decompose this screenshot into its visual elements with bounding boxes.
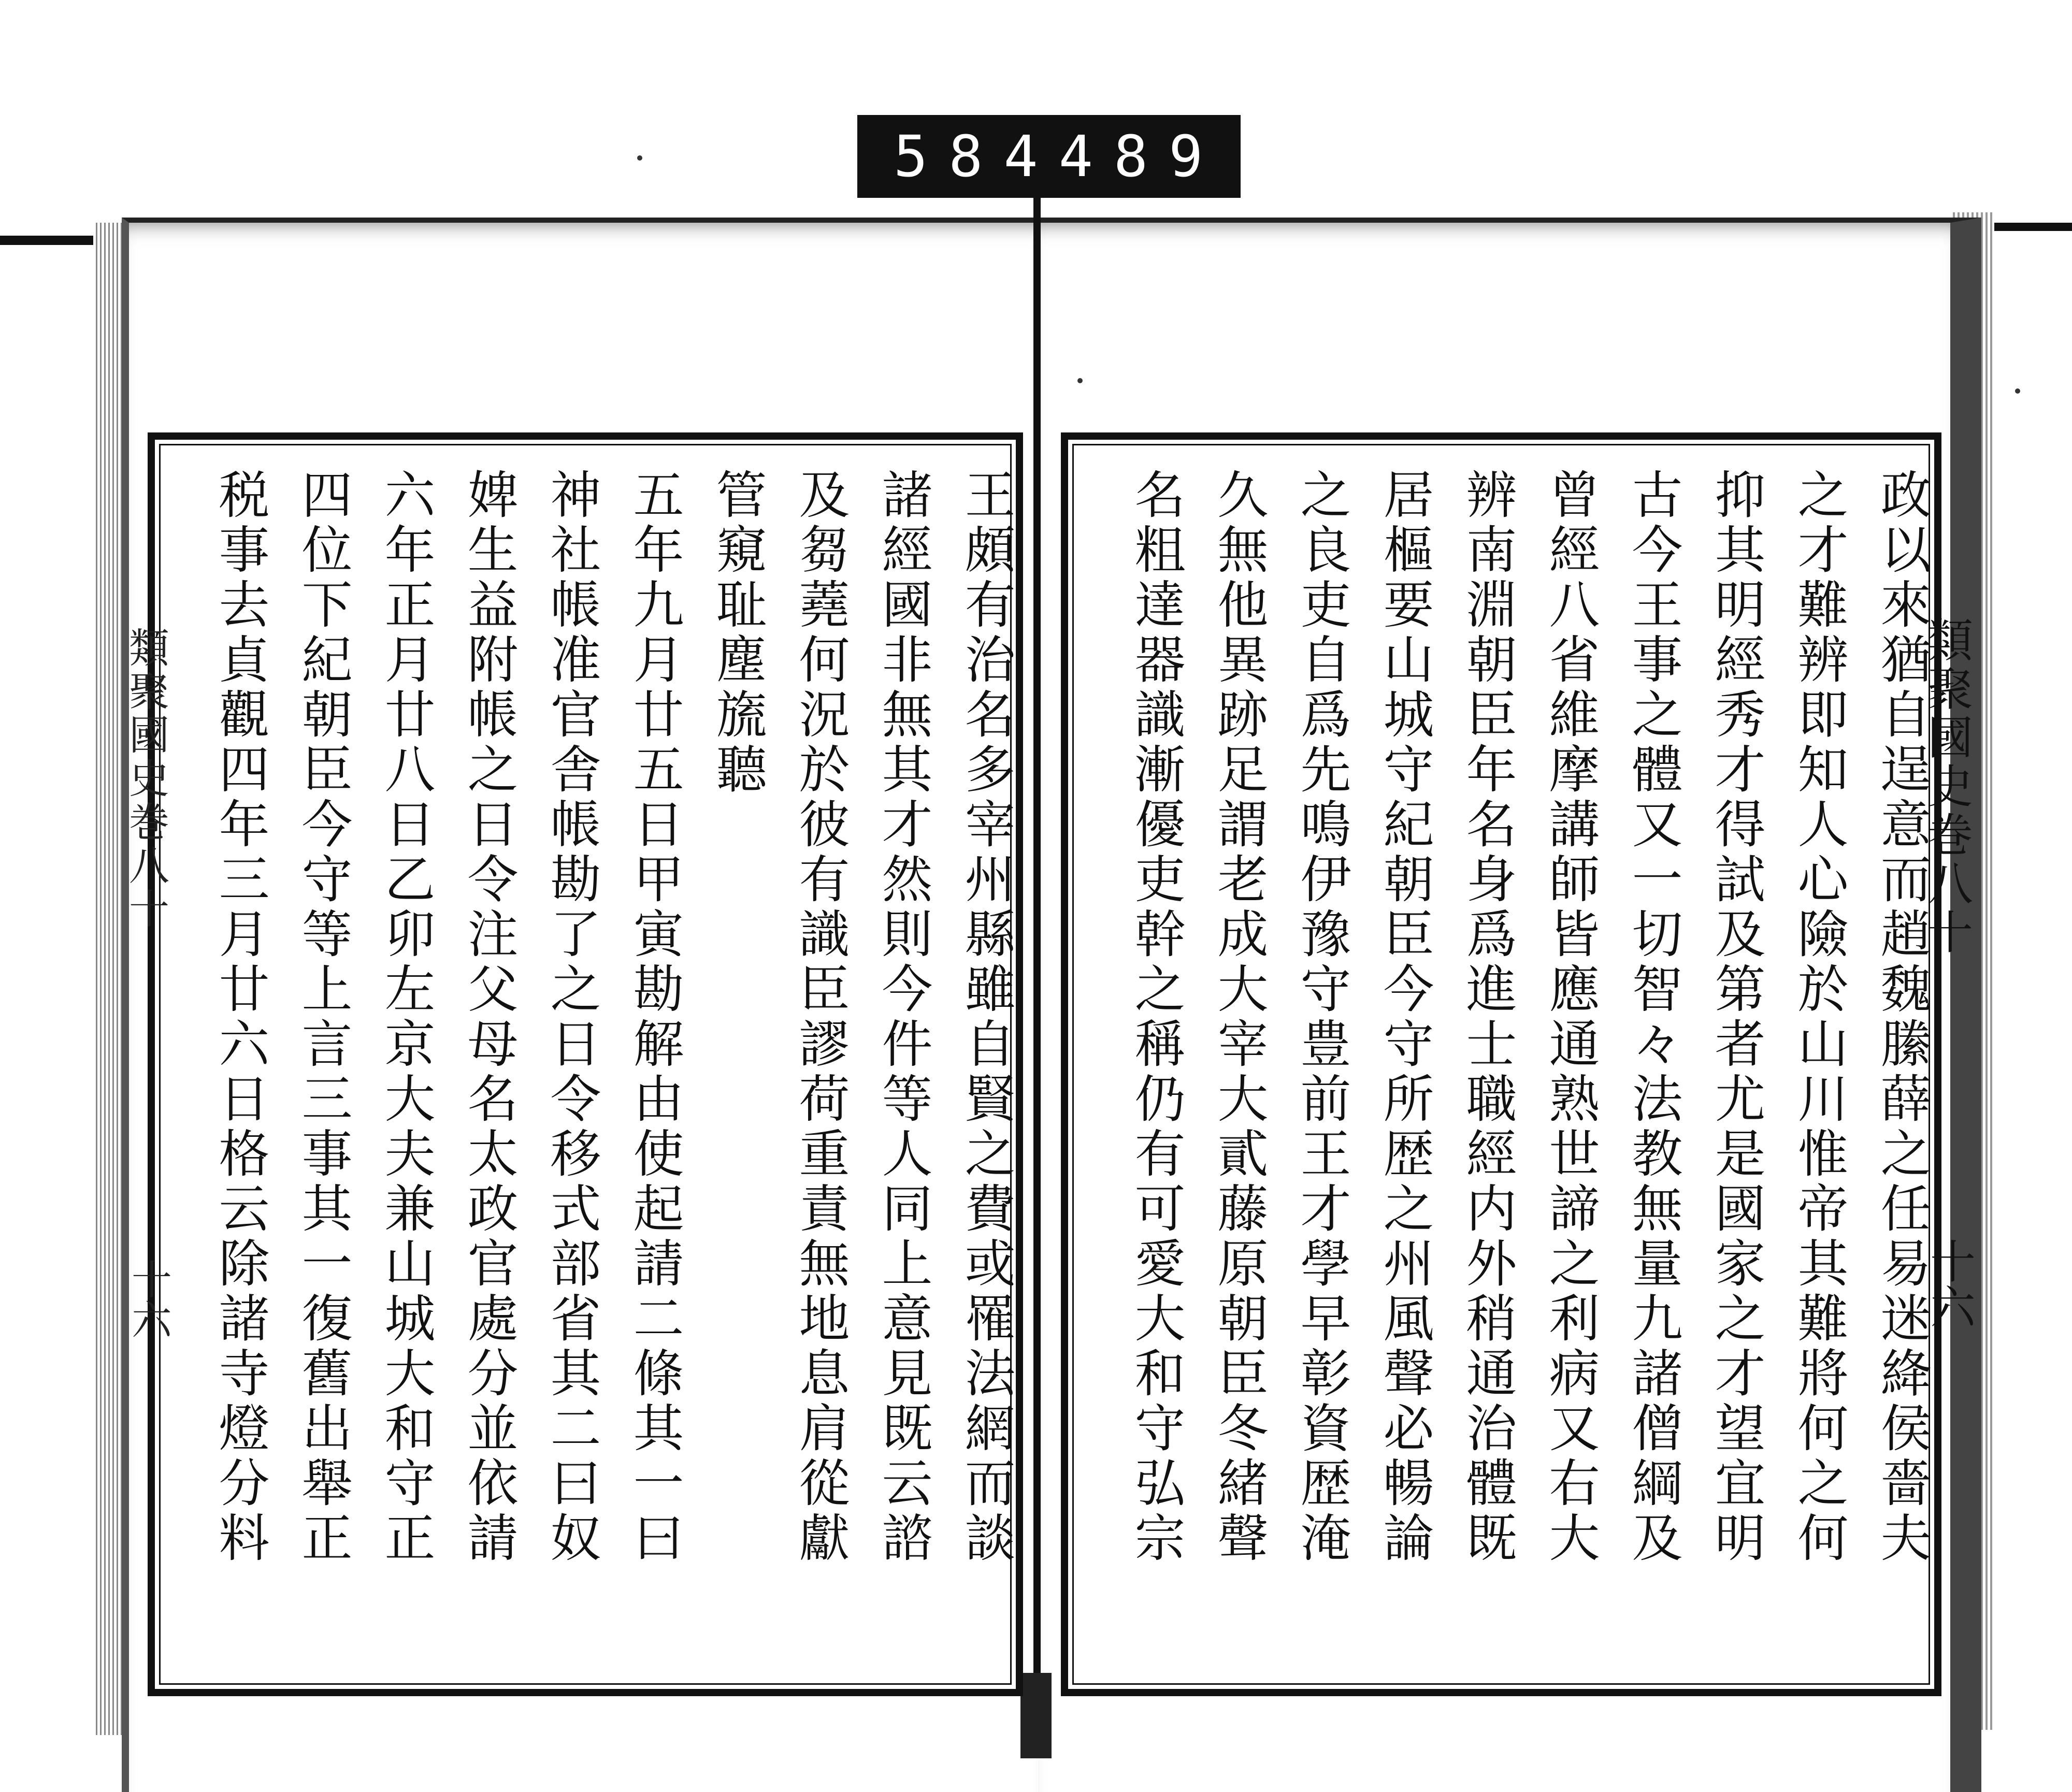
text-column: 税事去貞觀四年三月廿六日格云除諸寺燈分料 bbox=[210, 468, 269, 1566]
right-margin-title: 類聚國史巻八十 bbox=[1920, 616, 1974, 957]
scan-speck bbox=[2015, 388, 2020, 394]
archive-label-strip bbox=[857, 115, 1241, 198]
text-column: 曾經八省維摩講師皆應通熟世諦之利病又右大 bbox=[1541, 468, 1600, 1566]
scan-speck bbox=[637, 155, 642, 161]
archive-number-right: 489 bbox=[1058, 123, 1224, 190]
left-margin-title: 類聚國史巻八十 bbox=[122, 627, 169, 931]
text-column: 四位下紀朝臣今守等上言三事其一復舊出舉正 bbox=[293, 468, 352, 1566]
text-column: 古今王事之體又一切智々法教無量九諸僧綱及 bbox=[1623, 468, 1682, 1566]
text-column: 神社帳准官舎帳勘了之日令移式部省其二曰奴 bbox=[542, 468, 601, 1566]
text-column: 抑其明經秀才得試及第者尤是國家之才望宜明 bbox=[1706, 468, 1765, 1566]
text-column: 六年正月廿八日乙卯左京大夫兼山城大和守正 bbox=[376, 468, 435, 1566]
text-column: 五年九月廿五日甲寅勘解由使起請二條其一曰 bbox=[625, 468, 684, 1566]
archive-number-left: 584 bbox=[894, 123, 1059, 190]
spine-foot bbox=[1020, 1673, 1052, 1758]
text-column: 政以來猶自逞意而趙魏縢薛之任易迷絳侯嗇夫 bbox=[1872, 468, 1931, 1566]
text-column: 居樞要山城守紀朝臣今守所歴之州風聲必暢論 bbox=[1375, 468, 1434, 1566]
text-column: 辨南淵朝臣年名身爲進士職經内外稍通治體既 bbox=[1458, 468, 1517, 1566]
text-column: 王頗有治名多宰州縣雖自賢之費或罹法網而談 bbox=[956, 468, 1015, 1566]
text-column: 諸經國非無其才然則今件等人同上意見既云諮 bbox=[873, 468, 932, 1566]
text-column: 名粗達器識漸優吏幹之稱仍有可愛大和守弘宗 bbox=[1126, 468, 1185, 1566]
text-column: 管窺耻塵旒聽 bbox=[708, 468, 767, 798]
hanging-bar-right bbox=[1992, 223, 2072, 231]
text-column: 久無他異跡足謂老成大宰大貳藤原朝臣冬緒聲 bbox=[1209, 468, 1268, 1566]
text-column: 之良吏自爲先鳴伊豫守豊前王才學早彰資歴淹 bbox=[1292, 468, 1351, 1566]
left-margin-folio: 十六 bbox=[125, 1259, 171, 1339]
scan-speck bbox=[1077, 378, 1083, 383]
left-text-frame bbox=[148, 432, 1023, 1696]
text-column: 之才難辨即知人心險於山川惟帝其難將何之何 bbox=[1789, 468, 1848, 1566]
right-margin-folio: 十六 bbox=[1923, 1238, 1976, 1329]
text-column: 婢生益附帳之日令注父母名太政官處分並依請 bbox=[459, 468, 518, 1566]
right-text-frame bbox=[1061, 432, 1941, 1696]
text-column: 及芻蕘何況於彼有識臣謬荷重責無地息肩從獻 bbox=[790, 468, 850, 1566]
book-spine bbox=[1033, 197, 1041, 1758]
